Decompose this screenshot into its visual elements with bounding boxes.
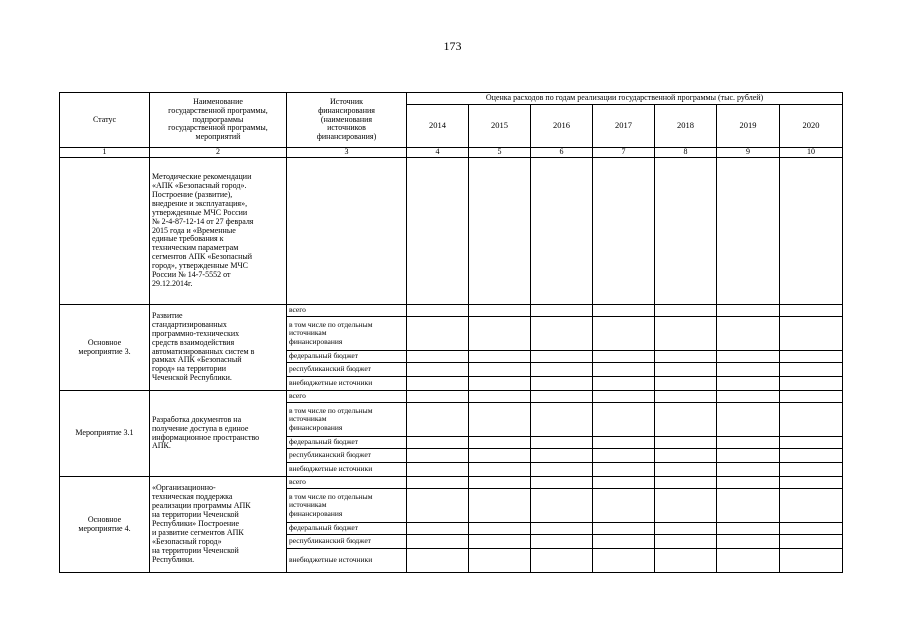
header-year: 2014: [407, 105, 469, 148]
column-number: 6: [531, 148, 593, 158]
value-cell: [780, 463, 843, 477]
source-extrabudgetary: внебюджетные источники: [287, 549, 407, 573]
value-cell: [407, 363, 469, 377]
value-cell: [407, 489, 469, 523]
source-republican: республиканский бюджет: [287, 535, 407, 549]
value-cell: [593, 158, 655, 305]
source-total: всего: [287, 305, 407, 317]
value-cell: [593, 549, 655, 573]
value-cell: [593, 523, 655, 535]
source-total: всего: [287, 477, 407, 489]
value-cell: [531, 437, 593, 449]
value-cell: [717, 523, 780, 535]
value-cell: [780, 449, 843, 463]
column-number: 2: [150, 148, 287, 158]
value-cell: [780, 535, 843, 549]
value-cell: [469, 477, 531, 489]
value-cell: [717, 477, 780, 489]
value-cell: [469, 363, 531, 377]
header-year: 2017: [593, 105, 655, 148]
value-cell: [531, 363, 593, 377]
value-cell: [531, 158, 593, 305]
value-cell: [531, 377, 593, 391]
value-cell: [655, 305, 717, 317]
value-cell: [593, 363, 655, 377]
value-cell: [469, 549, 531, 573]
source-cell: [287, 158, 407, 305]
value-cell: [717, 305, 780, 317]
value-cell: [593, 449, 655, 463]
value-cell: [407, 549, 469, 573]
value-cell: [407, 523, 469, 535]
header-year: 2019: [717, 105, 780, 148]
value-cell: [655, 317, 717, 351]
value-cell: [717, 403, 780, 437]
expense-table: [59, 92, 843, 573]
value-cell: [593, 305, 655, 317]
value-cell: [593, 477, 655, 489]
value-cell: [717, 158, 780, 305]
value-cell: [655, 449, 717, 463]
column-number: 4: [407, 148, 469, 158]
value-cell: [655, 158, 717, 305]
value-cell: [469, 317, 531, 351]
header-source: Источник финансирования (наименования источников финансирования): [287, 93, 407, 148]
value-cell: [593, 391, 655, 403]
value-cell: [407, 305, 469, 317]
status-cell: [60, 158, 150, 305]
value-cell: [780, 377, 843, 391]
value-cell: [531, 351, 593, 363]
activity-name: «Организационно- техническая поддержка реализации программы АПК на территории Чеченской Республики» Построение и развитие сегментов АПК «Безопасный город» на территории Чеченской Республики.: [150, 477, 287, 573]
header-year: 2015: [469, 105, 531, 148]
value-cell: [469, 523, 531, 535]
value-cell: [655, 391, 717, 403]
value-cell: [655, 477, 717, 489]
value-cell: [717, 363, 780, 377]
value-cell: [780, 351, 843, 363]
value-cell: [593, 351, 655, 363]
value-cell: [717, 463, 780, 477]
value-cell: [407, 449, 469, 463]
value-cell: [531, 489, 593, 523]
header-year: 2020: [780, 105, 843, 148]
status-main-activity-4: Основное мероприятие 4.: [60, 477, 150, 573]
value-cell: [780, 363, 843, 377]
source-federal: федеральный бюджет: [287, 351, 407, 363]
value-cell: [469, 158, 531, 305]
header-estimate: Оценка расходов по годам реализации государственной программы (тыс. рублей): [407, 93, 843, 105]
value-cell: [780, 437, 843, 449]
value-cell: [780, 391, 843, 403]
value-cell: [655, 523, 717, 535]
value-cell: [469, 437, 531, 449]
value-cell: [469, 449, 531, 463]
value-cell: [469, 535, 531, 549]
value-cell: [593, 535, 655, 549]
value-cell: [780, 523, 843, 535]
activity-name: Развитие стандартизированных программно-технических средств взаимодействия автоматизированных систем в рамках АПК «Безопасный город» на территории Чеченской Республики.: [150, 305, 287, 391]
value-cell: [593, 489, 655, 523]
value-cell: [531, 305, 593, 317]
page-number: 173: [443, 39, 462, 53]
value-cell: [469, 351, 531, 363]
column-number: 1: [60, 148, 150, 158]
status-activity-3-1: Мероприятие 3.1: [60, 391, 150, 477]
source-republican: республиканский бюджет: [287, 363, 407, 377]
source-federal: федеральный бюджет: [287, 523, 407, 535]
value-cell: [717, 549, 780, 573]
value-cell: [717, 317, 780, 351]
source-extrabudgetary: внебюджетные источники: [287, 377, 407, 391]
source-extrabudgetary: внебюджетные источники: [287, 463, 407, 477]
value-cell: [717, 489, 780, 523]
value-cell: [655, 377, 717, 391]
value-cell: [593, 437, 655, 449]
column-number: 7: [593, 148, 655, 158]
value-cell: [655, 437, 717, 449]
value-cell: [655, 549, 717, 573]
value-cell: [780, 305, 843, 317]
header-status: Статус: [60, 93, 150, 148]
value-cell: [407, 403, 469, 437]
source-total: всего: [287, 391, 407, 403]
value-cell: [469, 305, 531, 317]
value-cell: [780, 549, 843, 573]
continuation-text: Методические рекомендации «АПК «Безопасный город». Построение (развитие), внедрение и эксплуатация», утвержденные МЧС России № 2-4-87-12-14 от 27 февраля 2015 года и «Временные единые требования к техническим параметрам сегментов АПК «Безопасный город», утвержденные МЧС России № 14-7-5552 от 29.12.2014г.: [150, 158, 287, 305]
value-cell: [531, 477, 593, 489]
value-cell: [593, 317, 655, 351]
value-cell: [717, 449, 780, 463]
source-including: в том числе по отдельным источникам финансирования: [287, 317, 407, 351]
status-main-activity-3: Основное мероприятие 3.: [60, 305, 150, 391]
value-cell: [717, 377, 780, 391]
source-federal: федеральный бюджет: [287, 437, 407, 449]
value-cell: [593, 403, 655, 437]
value-cell: [531, 523, 593, 535]
source-including: в том числе по отдельным источникам финансирования: [287, 403, 407, 437]
value-cell: [469, 489, 531, 523]
column-number: 3: [287, 148, 407, 158]
column-number: 9: [717, 148, 780, 158]
source-including: в том числе по отдельным источникам финансирования: [287, 489, 407, 523]
value-cell: [407, 377, 469, 391]
value-cell: [593, 463, 655, 477]
value-cell: [531, 449, 593, 463]
value-cell: [717, 437, 780, 449]
value-cell: [655, 351, 717, 363]
value-cell: [655, 403, 717, 437]
value-cell: [655, 463, 717, 477]
header-year: 2018: [655, 105, 717, 148]
value-cell: [655, 489, 717, 523]
value-cell: [593, 377, 655, 391]
activity-name: Разработка документов на получение доступа в единое информационное пространство АПК.: [150, 391, 287, 477]
value-cell: [407, 351, 469, 363]
value-cell: [717, 391, 780, 403]
value-cell: [407, 437, 469, 449]
value-cell: [655, 535, 717, 549]
value-cell: [531, 391, 593, 403]
value-cell: [531, 403, 593, 437]
value-cell: [717, 351, 780, 363]
value-cell: [717, 535, 780, 549]
value-cell: [407, 463, 469, 477]
value-cell: [531, 549, 593, 573]
value-cell: [469, 391, 531, 403]
header-year: 2016: [531, 105, 593, 148]
value-cell: [469, 463, 531, 477]
value-cell: [407, 158, 469, 305]
value-cell: [407, 317, 469, 351]
value-cell: [407, 535, 469, 549]
value-cell: [780, 317, 843, 351]
value-cell: [469, 377, 531, 391]
value-cell: [531, 317, 593, 351]
value-cell: [655, 363, 717, 377]
value-cell: [780, 489, 843, 523]
value-cell: [407, 391, 469, 403]
value-cell: [531, 535, 593, 549]
value-cell: [780, 477, 843, 489]
column-number: 8: [655, 148, 717, 158]
value-cell: [780, 158, 843, 305]
column-number: 10: [780, 148, 843, 158]
value-cell: [407, 477, 469, 489]
column-number: 5: [469, 148, 531, 158]
value-cell: [531, 463, 593, 477]
source-republican: республиканский бюджет: [287, 449, 407, 463]
value-cell: [780, 403, 843, 437]
value-cell: [469, 403, 531, 437]
header-name: Наименование государственной программы, подпрограммы государственной программы, мероприятий: [150, 93, 287, 148]
